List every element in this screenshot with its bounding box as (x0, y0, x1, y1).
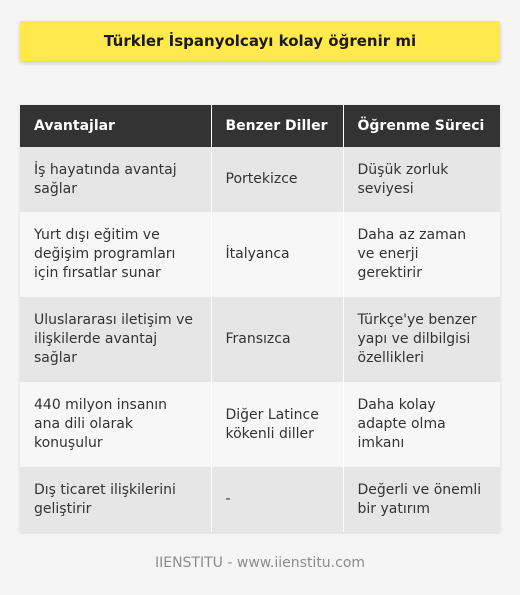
table-cell: Türkçe'ye benzer yapı ve dilbilgisi özellikleri (343, 297, 500, 382)
footer-credit: IIENSTITU - www.iienstitu.com (154, 555, 366, 571)
table-cell: Daha kolay adapte olma imkanı (343, 382, 500, 467)
table-cell: Portekizce (211, 147, 343, 212)
column-header-avantajlar: Avantajlar (20, 105, 211, 147)
table-cell: Fransızca (211, 297, 343, 382)
table-row (20, 382, 500, 467)
table-row (20, 212, 500, 297)
table-cell: Yurt dışı eğitim ve değişim programları için fırsatlar sunar (20, 212, 211, 297)
table-cell: Daha az zaman ve enerji gerektirir (343, 212, 500, 297)
table-header-row (20, 105, 500, 147)
table-cell: Dış ticaret ilişkilerini geliştirir (20, 467, 211, 532)
table-row (20, 297, 500, 382)
table-row (20, 467, 500, 532)
table-cell: Uluslararası iletişim ve ilişkilerde avantaj sağlar (20, 297, 211, 382)
table-cell: - (211, 467, 343, 532)
table-cell: Diğer Latince kökenli diller (211, 382, 343, 467)
table-row (20, 147, 500, 212)
table-cell: Düşük zorluk seviyesi (343, 147, 500, 212)
table-cell: 440 milyon insanın ana dili olarak konuşulur (20, 382, 211, 467)
table-cell: İtalyanca (211, 212, 343, 297)
column-header-benzer-diller: Benzer Diller (211, 105, 343, 147)
table-cell: İş hayatında avantaj sağlar (20, 147, 211, 212)
page-title: Türkler İspanyolcayı kolay öğrenir mi (20, 21, 500, 61)
table-cell: Değerli ve önemli bir yatırım (343, 467, 500, 532)
column-header-ogrenme-sureci: Öğrenme Süreci (343, 105, 500, 147)
comparison-table (20, 105, 500, 532)
